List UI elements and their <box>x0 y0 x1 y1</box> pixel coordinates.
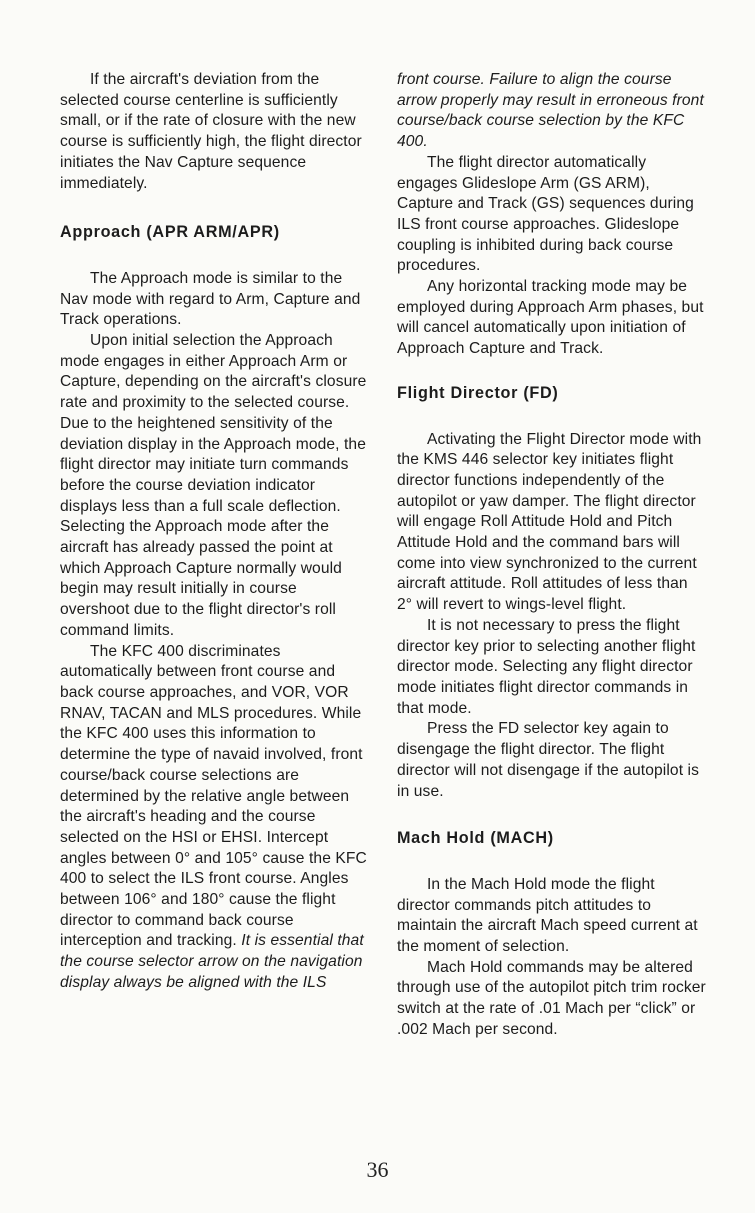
mach-hold-paragraph-1: In the Mach Hold mode the flight director commands pitch attitudes to maintain the aircraft Mach speed current at the moment of selection. <box>397 875 698 956</box>
page-number: 36 <box>366 1157 389 1182</box>
approach-paragraph-3-italic: It is essential that the course selector arrow on the navigation display always be aligned with the ILS <box>60 932 364 991</box>
approach-paragraph-2: Upon initial selection the Approach mode engages in either Approach Arm or Capture, depending on the aircraft's closure rate and proximity to the selected course. Due to the heightened sensitivity of the deviation display in the Approach mode, the flight director may initiate turn commands before the course deviation indicator displays less than a full scale deflection. Selecting the Approach mode after the aircraft has already passed the point at which Approach Capture normally would begin may result initially in course overshoot due to the flight director's roll command limits. <box>60 332 367 639</box>
approach-paragraph-3 <box>60 642 370 994</box>
flight-director-paragraph-1: Activating the Flight Director mode with the KMS 446 selector key initiates flight director functions independently of the autopilot or yaw damper. The flight director will engage Roll Attitude Hold and Pitch Attitude Hold and the command bars will come into view synchronized to the current aircraft attitude. Roll attitudes of less than 2° will revert to wings-level flight. <box>397 430 702 614</box>
intro-paragraph: If the aircraft's deviation from the selected course centerline is sufficiently small, or if the rate of closure with the new course is sufficiently high, the flight director initiates the Nav Capture sequence immediately. <box>60 71 362 192</box>
right-column <box>397 70 707 1041</box>
flight-director-paragraph-2: It is not necessary to press the flight director key prior to selecting another flight director mode. Selecting any flight director mode initiates flight director commands in that mode. <box>397 616 696 717</box>
approach-paragraph-1: The Approach mode is similar to the Nav mode with regard to Arm, Capture and Track operations. <box>60 269 361 329</box>
glideslope-paragraph-1: The flight director automatically engages Glideslope Arm (GS ARM), Capture and Track (GS) sequences during ILS front course approaches. Glideslope coupling is inhibited during back course procedures. <box>397 153 694 275</box>
mach-hold-paragraph-2: Mach Hold commands may be altered through use of the autopilot pitch trim rocker switch at the rate of .01 Mach per “click” or .002 Mach per second. <box>397 958 706 1038</box>
glideslope-paragraph-2: Any horizontal tracking mode may be employed during Approach Arm phases, but will cancel automatically upon initiation of Approach Capture and Track. <box>397 278 704 358</box>
flight-director-paragraph-3: Press the FD selector key again to disengage the flight director. The flight director will not disengage if the autopilot is in use. <box>397 720 700 800</box>
approach-paragraph-3-text: The KFC 400 discriminates automatically between front course and back course approaches, and VOR, VOR RNAV, TACAN and MLS procedures. While the KFC 400 uses this information to determine the type of navaid involved, front course/back course selections are determined by the relative angle between the aircraft's heading and the course selected on the HSI or EHSI. Intercept angles between 0° and 105° cause the KFC 400 to select the ILS front course. Angles between 106° and 180° cause the flight director to command back course interception and tracking. <box>60 642 367 950</box>
left-column <box>60 70 370 994</box>
flight-director-heading: Flight Director (FD) <box>397 383 559 402</box>
approach-heading: Approach (APR ARM/APR) <box>60 223 280 242</box>
mach-hold-heading: Mach Hold (MACH) <box>397 829 554 848</box>
continued-italic: front course. Failure to align the course arrow properly may result in erroneous front course/back course selection by the KFC 400. <box>397 71 704 151</box>
